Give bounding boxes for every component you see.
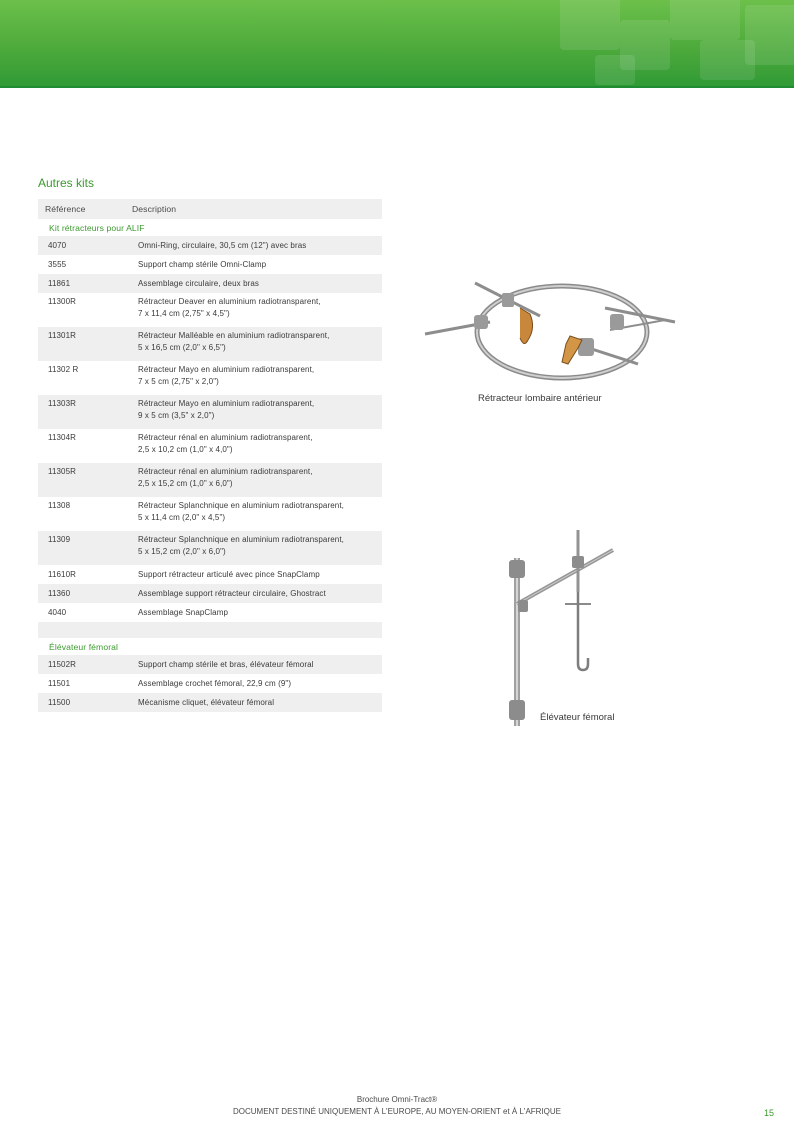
row-description [128, 603, 382, 622]
femoral-elevator-image [495, 528, 620, 728]
description-line: Rétracteur rénal en aluminium radiotransparent, [138, 433, 313, 442]
table-row [38, 584, 382, 603]
row-reference: 11303R [38, 395, 128, 429]
header-reference: Référence [38, 199, 128, 219]
header-description: Description [128, 199, 382, 219]
description-line: Assemblage circulaire, deux bras [138, 279, 260, 288]
row-description [128, 693, 382, 712]
description-line: Support rétracteur articulé avec pince SnapClamp [138, 570, 320, 579]
row-reference: 4040 [48, 608, 67, 617]
row-reference: 11360 [38, 584, 128, 603]
description-line: Rétracteur Splanchnique en aluminium radiotransparent, [138, 535, 344, 544]
table-row [38, 655, 382, 674]
description-line: Rétracteur rénal en aluminium radiotransparent, [138, 467, 313, 476]
description-line: Support champ stérile et bras, élévateur fémoral [138, 660, 314, 669]
description-line: Support champ stérile Omni-Clamp [138, 260, 267, 269]
group-title: Kit rétracteurs pour ALIF [49, 222, 145, 233]
description-line: Assemblage support rétracteur circulaire, Ghostract [138, 589, 326, 598]
row-description [128, 236, 382, 255]
row-description [128, 274, 382, 293]
table-row [38, 463, 382, 497]
table-row [38, 565, 382, 584]
row-description [128, 584, 382, 603]
footer-brochure: Brochure Omni-Tract® [356, 1095, 438, 1104]
row-description [128, 497, 382, 531]
header-banner [0, 0, 794, 88]
row-reference: 11309 [38, 531, 128, 565]
table-row [38, 693, 382, 712]
row-description [128, 255, 382, 274]
table-spacer [38, 622, 382, 638]
description-line: Mécanisme cliquet, élévateur fémoral [138, 698, 275, 707]
description-line: 5 x 15,2 cm (2,0" x 6,0") [138, 547, 226, 556]
product-table [38, 199, 382, 712]
row-description [128, 327, 382, 361]
table-row [38, 236, 382, 255]
description-line: Rétracteur Deaver en aluminium radiotransparent, [138, 297, 321, 306]
row-reference: 4070 [38, 236, 128, 255]
row-reference: 11861 [38, 274, 128, 293]
femoral-caption: Élévateur fémoral [540, 712, 615, 723]
row-description [128, 463, 382, 497]
row-reference: 11301R [38, 327, 128, 361]
alif-caption: Rétracteur lombaire antérieur [478, 393, 602, 404]
description-line: 2,5 x 10,2 cm (1,0" x 4,0") [138, 445, 233, 454]
description-line: 9 x 5 cm (3,5" x 2,0") [138, 411, 215, 420]
row-description [128, 531, 382, 565]
page-number: 15 [763, 1108, 774, 1118]
table-row [38, 293, 382, 327]
row-description [128, 293, 382, 327]
table-row [38, 497, 382, 531]
description-line: Rétracteur Splanchnique en aluminium radiotransparent, [138, 501, 344, 510]
row-reference: 11502R [38, 655, 128, 674]
description-line: 5 x 16,5 cm (2,0" x 6,5") [138, 343, 226, 352]
description-line: Rétracteur Mayo en aluminium radiotransparent, [138, 365, 315, 374]
table-row [38, 395, 382, 429]
row-description [128, 655, 382, 674]
table-row [38, 361, 382, 395]
table-header [38, 199, 382, 219]
table-row [38, 603, 382, 622]
description-line: Omni-Ring, circulaire, 30,5 cm (12") avec bras [138, 241, 307, 250]
table-row [38, 531, 382, 565]
group-title: Élévateur fémoral [49, 641, 119, 652]
row-reference: 11305R [38, 463, 128, 497]
row-reference: 11610R [48, 570, 77, 579]
row-reference: 11300R [48, 297, 77, 306]
row-description [128, 361, 382, 395]
row-reference: 11304R [48, 433, 77, 442]
row-reference: 11500 [38, 693, 128, 712]
table-row [38, 274, 382, 293]
description-line: Assemblage SnapClamp [138, 608, 229, 617]
alif-retractor-image [420, 278, 680, 390]
table-row [38, 327, 382, 361]
description-line: Rétracteur Malléable en aluminium radiotransparent, [138, 331, 330, 340]
row-reference: 3555 [48, 260, 67, 269]
row-reference: 11308 [48, 501, 71, 510]
description-line: 7 x 11,4 cm (2,75" x 4,5") [138, 309, 230, 318]
description-line: Rétracteur Mayo en aluminium radiotransparent, [138, 399, 315, 408]
section-title: Autres kits [38, 176, 95, 190]
row-reference: 11501 [48, 679, 71, 688]
row-description [128, 429, 382, 463]
table-row [38, 674, 382, 693]
row-reference: 11302 R [48, 365, 79, 374]
footer-disclaimer: DOCUMENT DESTINÉ UNIQUEMENT À L'EUROPE, AU MOYEN-ORIENT et À L'AFRIQUE [233, 1107, 561, 1116]
row-description [128, 674, 382, 693]
description-line: 2,5 x 15,2 cm (1,0" x 6,0") [138, 479, 233, 488]
description-line: Assemblage crochet fémoral, 22,9 cm (9") [138, 679, 292, 688]
table-group-title [38, 638, 382, 655]
table-group-title [38, 219, 382, 236]
table-row [38, 429, 382, 463]
table-row [38, 255, 382, 274]
description-line: 7 x 5 cm (2,75" x 2,0") [138, 377, 219, 386]
row-description [128, 565, 382, 584]
description-line: 5 x 11,4 cm (2,0" x 4,5") [138, 513, 226, 522]
row-description [128, 395, 382, 429]
